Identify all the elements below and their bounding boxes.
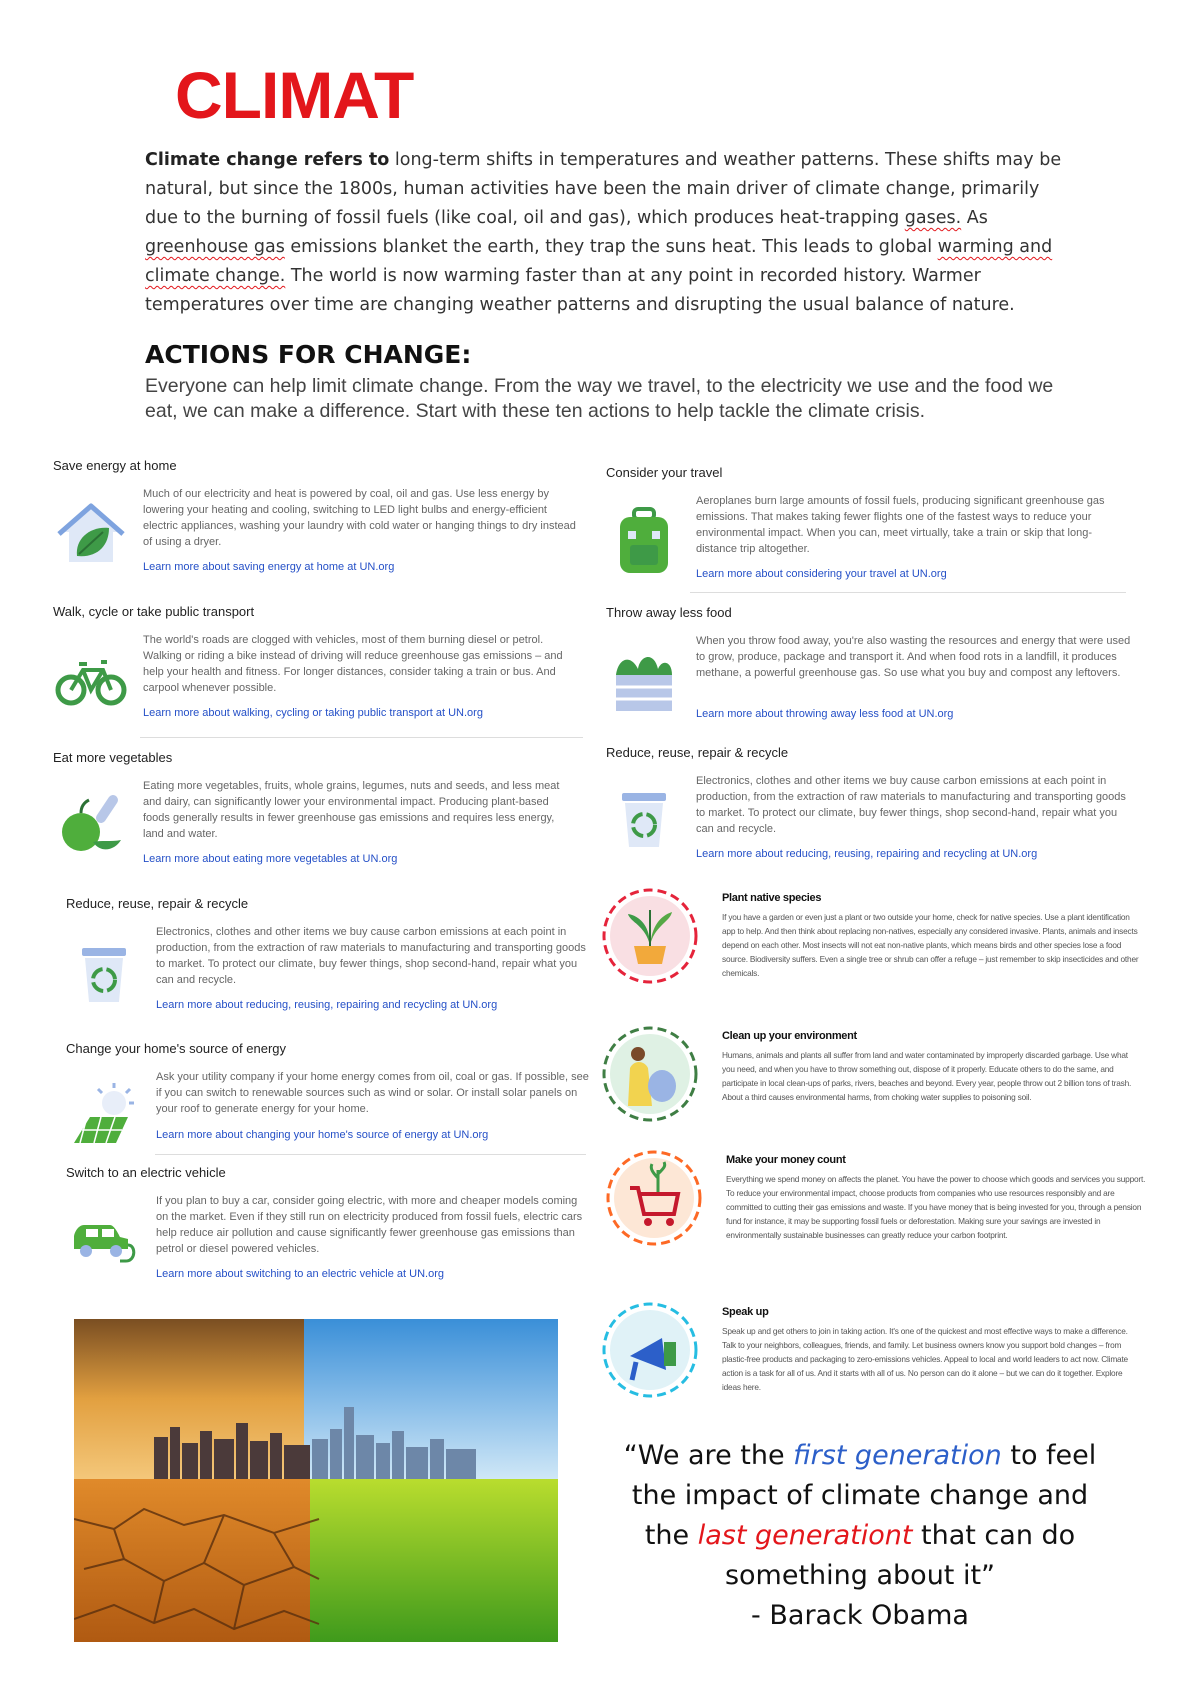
action-card [53, 604, 583, 734]
item-body: Speak up and get others to join in taking action. It's one of the quickest and most effective ways to make a difference. Talk to your neighbors, colleagues, friends, and family. Let business owners know you support bold changes – from plastic-free products and packaging to zero-emissions vehicles. Appeal to local and world leaders to act now. Climate action is a task for all of us. And it starts with all of us. No person can do it alone – but we can do it together. Explore ideas here. [722, 1326, 1128, 1392]
cleanup-person-icon [600, 1024, 700, 1124]
card-body: The world's roads are clogged with vehicles, most of them burning diesel or petrol. Walking or riding a bike instead of driving will reduce greenhouse gas emissions – and help your health and fitness. For longer distances, consider taking a train or bus. And carpool whenever possible. [143, 634, 563, 694]
card-title: Walk, cycle or take public transport [53, 604, 255, 619]
card-title: Reduce, reuse, repair & recycle [66, 896, 249, 911]
quote-text: to feel the impact of climate change and the [631, 1440, 1097, 1551]
card-link[interactable]: Learn more about switching to an electric vehicle at UN.org [156, 1268, 444, 1280]
page-title: CLIMAT [175, 58, 414, 132]
card-link[interactable]: Learn more about changing your home's source of energy at UN.org [156, 1129, 489, 1141]
spelling-flag: gases. [904, 208, 962, 228]
action-card [606, 745, 1126, 875]
card-body: Ask your utility company if your home energy comes from oil, coal or gas. If possible, see if you can switch to renewable sources such as wind or solar. Or install solar panels on your roof to generate energy for your home. [156, 1071, 589, 1115]
card-link[interactable]: Learn more about considering your travel at UN.org [696, 568, 947, 580]
divider [690, 592, 1126, 593]
divider [140, 737, 583, 738]
item-body: Everything we spend money on affects the planet. You have the power to choose which goods and services you support. To reduce your environmental impact, choose products from companies who use resources responsibly and are committed to cutting their gas emissions and waste. If you have money that is being invested for you, through a pension fund for instance, it may be supporting fossil fuels or deforestation. Making sure your savings are invested in environmentally sustainable businesses can greatly reduce your carbon footprint. [726, 1174, 1146, 1240]
card-link[interactable]: Learn more about reducing, reusing, repairing and recycling at UN.org [696, 848, 1038, 860]
action-card [53, 458, 583, 588]
intro-text: long-term shifts in temperatures and weather patterns. These shifts may be natural, but since the 1800s, human activities have been the main driver of climate change, primarily due to the burning of fossil fuels (like coal, oil and gas), which produces heat-trapping [145, 150, 1062, 228]
action-card [606, 605, 1131, 735]
intro-paragraph [145, 146, 1065, 320]
card-link[interactable]: Learn more about reducing, reusing, repairing and recycling at UN.org [156, 999, 498, 1011]
recycle-bin-icon [608, 785, 680, 857]
card-body: Eating more vegetables, fruits, whole grains, legumes, nuts and seeds, and less meat and dairy, can significantly lower your environmental impact. Producing plant-based foods generally results in fewer greenhouse gas emissions and requires less energy, land and water. [143, 780, 560, 840]
item-title: Plant native species [722, 892, 822, 904]
card-body: When you throw food away, you're also wasting the resources and energy that were used to grow, produce, package and transport it. And when food rots in a landfill, it produces methane, a powerful greenhouse gas. So use what you buy and compost any leftovers. [696, 635, 1131, 679]
backpack-icon [608, 505, 680, 577]
action-item [604, 1148, 1146, 1268]
action-card [66, 1041, 589, 1161]
climate-split-photo [74, 1319, 558, 1642]
card-title: Eat more vegetables [53, 750, 173, 765]
card-body: If you plan to buy a car, consider going electric, with more and cheaper models coming on the market. Even if they still run on electricity produced from fossil fuels, electric cars help reduce air pollution and cause significantly fewer greenhouse gas emissions than petrol or diesel powered vehicles. [156, 1195, 583, 1255]
actions-intro: Everyone can help limit climate change. From the way we travel, to the electricity we use and the food we eat, we can make a difference. Start with these ten actions to help tackle the climate crisis. [145, 375, 1054, 422]
spelling-flag: greenhouse gas [145, 237, 285, 257]
food-crate-icon [608, 645, 680, 717]
solar-panel-icon [68, 1081, 140, 1153]
quote-text: that can do something about it” [724, 1520, 1076, 1591]
spelling-flag: warming and climate change. [145, 237, 1053, 286]
card-title: Change your home's source of energy [66, 1041, 286, 1056]
item-title: Speak up [722, 1306, 769, 1318]
card-link[interactable]: Learn more about throwing away less food at UN.org [696, 708, 954, 720]
potted-plant-icon [600, 886, 700, 986]
actions-heading: ACTIONS FOR CHANGE: [145, 340, 472, 369]
card-body: Much of our electricity and heat is powered by coal, oil and gas. Use less energy by lowering your heating and cooling, switching to LED light bulbs and energy-efficient electric appliances, washing your laundry with cold water or hanging things to dry instead of using a dryer. [143, 488, 576, 548]
action-card [53, 750, 583, 880]
bicycle-icon [55, 644, 127, 716]
card-title: Reduce, reuse, repair & recycle [606, 745, 789, 760]
card-link[interactable]: Learn more about saving energy at home at UN.org [143, 561, 395, 573]
intro-text: The world is now warming faster than at any point in recorded history. Warmer temperatures over time are changing weather patterns and disrupting the usual balance of nature. [145, 266, 1015, 315]
action-item [600, 1024, 1130, 1134]
card-link[interactable]: Learn more about eating more vegetables at UN.org [143, 853, 398, 865]
item-body: Humans, animals and plants all suffer from land and water contaminated by improperly discarded garbage. Use what you need, and when you have to throw something out, dispose of it properly. Educate others to do the same, and participate in local clean-ups of parks, rivers, beaches and beyond. Every year, people throw out 2 billion tons of trash. About a third causes environmental harms, from choking water supplies to poisoning soil. [722, 1050, 1132, 1102]
recycle-bin-icon [68, 936, 140, 1008]
quote-highlight: last generationt [697, 1520, 913, 1551]
quote-author: - Barack Obama [751, 1600, 969, 1631]
card-title: Consider your travel [606, 465, 723, 480]
action-item [600, 1300, 1130, 1420]
card-body: Electronics, clothes and other items we buy cause carbon emissions at each point in production, from the extraction of raw materials to manufacturing and transporting goods to market. To protect our climate, buy fewer things, shop second-hand, repair what you can and recycle. [156, 926, 586, 986]
megaphone-icon [600, 1300, 700, 1400]
intro-text: As [961, 208, 988, 228]
obama-quote [610, 1436, 1110, 1636]
intro-lead: Climate change refers to [145, 150, 390, 170]
item-title: Make your money count [726, 1154, 846, 1166]
shopping-cart-icon [604, 1148, 704, 1248]
action-card [606, 465, 1126, 595]
action-item [600, 886, 1139, 996]
vegetables-icon [55, 790, 127, 862]
intro-text: emissions blanket the earth, they trap the suns heat. This leads to global [284, 237, 938, 257]
quote-text: “We are the [623, 1440, 794, 1471]
card-body: Electronics, clothes and other items we buy cause carbon emissions at each point in production, from the extraction of raw materials to manufacturing and transporting goods to market. To protect our climate, buy fewer things, shop second-hand, repair what you can and recycle. [696, 775, 1126, 835]
action-card [66, 1165, 586, 1295]
card-body: Aeroplanes burn large amounts of fossil fuels, producing significant greenhouse gas emissions. That makes taking fewer flights one of the fastest ways to reduce your environmental impact. When you can, meet virtually, take a train or skip that long-distance trip altogether. [696, 495, 1105, 555]
card-link[interactable]: Learn more about walking, cycling or taking public transport at UN.org [143, 707, 483, 719]
card-title: Switch to an electric vehicle [66, 1165, 226, 1180]
card-title: Throw away less food [606, 605, 732, 620]
card-title: Save energy at home [53, 458, 177, 473]
electric-car-icon [68, 1205, 140, 1277]
item-body: If you have a garden or even just a plant or two outside your home, check for native species. Use a plant identification app to help. And then think about replacing non-natives, especially any considered invasive. Plants, animals and insects depend on each other. Most insects will not eat non-native plants, which means birds and other species lose a food source. Biodiversity suffers. Even a single tree or shrub can offer a refuge – just remember to skip insecticides and other chemicals. [722, 912, 1139, 978]
quote-highlight: first generation [793, 1440, 1002, 1471]
house-leaf-icon [55, 498, 127, 570]
divider [155, 1154, 586, 1155]
action-card [66, 896, 586, 1026]
item-title: Clean up your environment [722, 1030, 857, 1042]
